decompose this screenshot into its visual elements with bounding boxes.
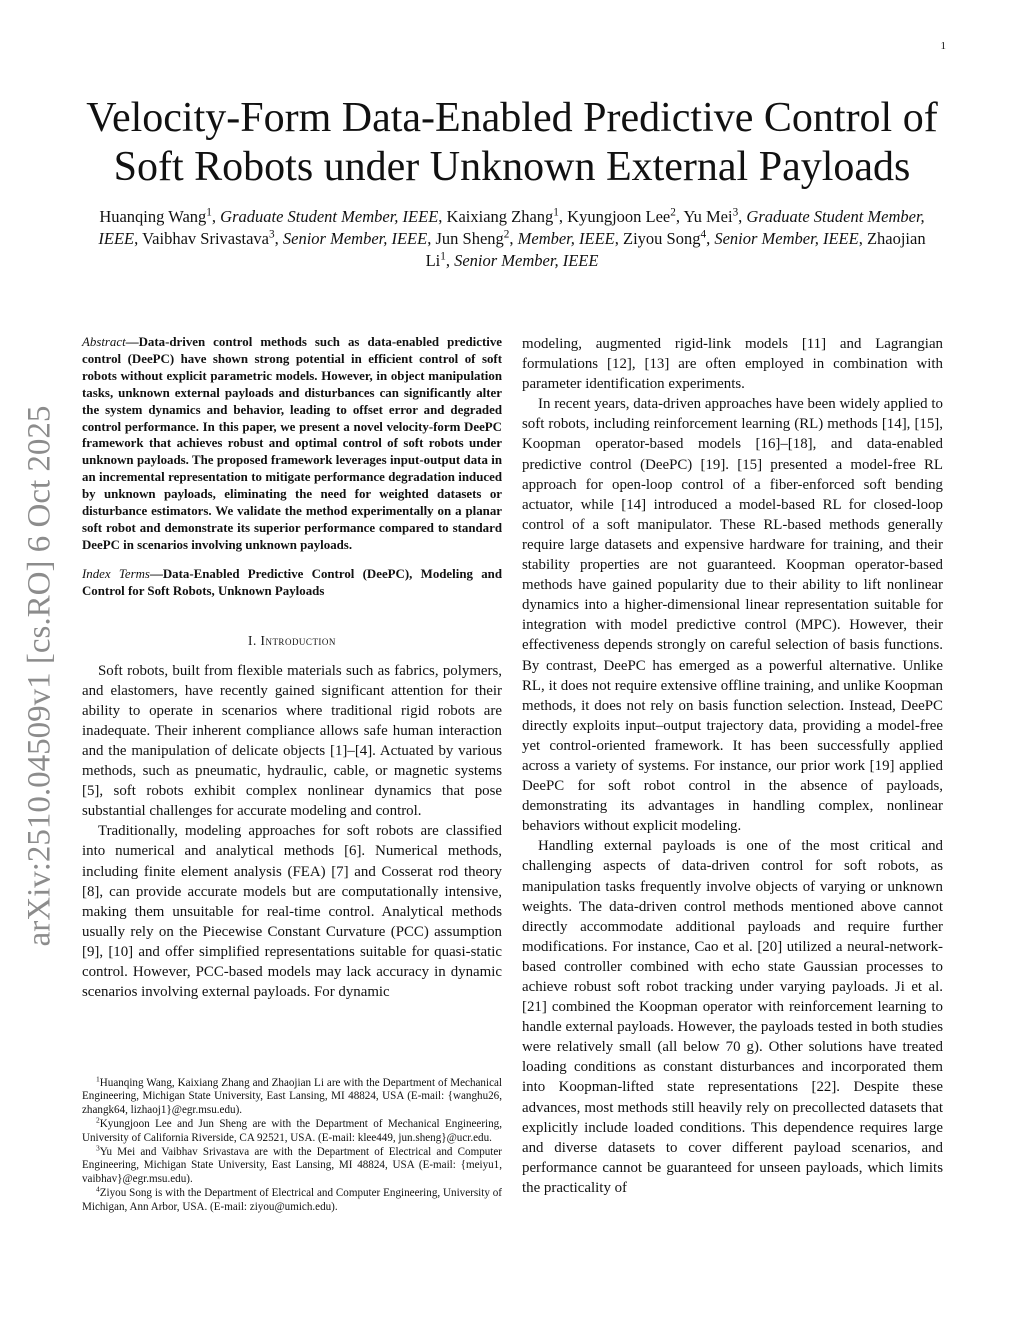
footnote <box>82 1143 502 1186</box>
author-name: Vaibhav Srivastava <box>142 229 270 248</box>
author-name: Kyungjoon Lee <box>567 207 671 226</box>
body-paragraph: Soft robots, built from flexible materials such as fabrics, polymers, and elastomers, have recently gained significant attention for their ability to operate in scenarios where traditional rigid robots are inadequate. Their inherent compliance allows safe human interaction and the manipulation of delicate objects [1]–[4]. Actuated by various methods, such as pneumatic, hydraulic, cable, or magnetic systems [5], soft robots exhibit complex nonlinear dynamics that pose substantial challenges for accurate modeling and control. <box>82 662 502 820</box>
author-membership: Member, IEEE <box>517 229 615 248</box>
author-affiliation-mark: 1 <box>553 206 559 219</box>
author-affiliation-mark: 3 <box>269 228 275 241</box>
body-paragraph: In recent years, data-driven approaches have been widely applied to soft robots, including reinforcement learning (RL) methods [14], [15], Koopman operator-based models [16]–[18], and data-enabled predictive control (DeePC) [19]. [15] presented a model-free RL approach for open-loop control of a fiber-enforced soft bending actuator, while [14] introduced a model-based RL for closed-loop control of a soft manipulator. These RL-based methods generally require large datasets and expensive hardware for training, and their stability properties are not guaranteed. Koopman operator-based methods have gained popularity due to their ability to lift nonlinear dynamics into a higher-dimensional linear representation suitable for integration with model predictive control (MPC). However, their effectiveness depends strongly on careful selection of basis functions. By contrast, DeePC has emerged as a powerful alternative. Unlike RL, it does not require extensive offline training, and unlike Koopman methods, it does not rely on basis function selection. Instead, DeePC directly exploits input–output trajectory data, providing a model-free yet control-oriented framework. It has been successfully applied across a variety of systems. For instance, our prior work [19] applied DeePC for soft robot control in the absence of payloads, demonstrating its advantages in handling complex, nonlinear behaviors without explicit modeling. <box>522 396 943 835</box>
author-membership: Senior Member, IEEE <box>282 229 428 248</box>
body-paragraph: modeling, augmented rigid-link models [11] and Lagrangian formulations [12], [13] are often employed in combination with parameter identification experiments. <box>522 336 943 393</box>
footnote-text: Ziyou Song is with the Department of Electrical and Computer Engineering, University of Michigan, Ann Arbor, USA. (E-mail: ziyou@umich.edu). <box>82 1187 502 1213</box>
section-heading <box>82 633 502 649</box>
author-affiliation-mark: 1 <box>440 250 446 263</box>
footnote <box>82 1074 502 1117</box>
paper-title: Velocity-Form Data-Enabled Predictive Control of Soft Robots under Unknown External Payloads <box>86 95 938 190</box>
footnote-text: Yu Mei and Vaibhav Srivastava are with the Department of Electrical and Computer Engineering, Michigan State University, East Lansing, MI 48824, USA (E-mail: {meiyu1, vaibhav}@egr.msu.edu). <box>82 1146 502 1185</box>
author-list: Huanqing Wang$^1$, Graduate Student Member, IEEE, Kaixiang Zhang$^1$, Kyungjoon Lee$^2$, Yu Mei$^3$, Graduate Student Member, IEEE, Vaibhav Srivastava$^3$, Senior Member, IEEE, Jun Sheng$^2$, Member, IEEE, Ziyou Song$^4$, Senior Member, IEEE, Zhaojian Li$^1$, Senior Member, IEEE <box>98 206 926 270</box>
left-column <box>82 334 502 1002</box>
author-affiliation-mark: 3 <box>732 206 739 219</box>
page-number: 1 <box>940 40 946 52</box>
footnote <box>82 1115 502 1145</box>
footnote-text: Huanqing Wang, Kaixiang Zhang and Zhaojian Li are with the Department of Mechanical Engineering, Michigan State University, East Lansing, MI 48824, USA (E-mail: {wanghu26, zhangk64, lizhaoj1}@egr.msu.edu). <box>82 1077 502 1116</box>
author-name: Yu Mei <box>683 207 733 226</box>
author-affiliation-mark: 2 <box>503 228 510 241</box>
footnote <box>82 1184 502 1214</box>
section-title: Introduction <box>260 632 336 648</box>
footnote-mark: 2 <box>96 1115 100 1125</box>
footnote-mark: 4 <box>96 1184 100 1194</box>
index-terms-text: —Data-Enabled Predictive Control (DeePC), Modeling and Control for Soft Robots, Unknown Payloads <box>82 566 502 598</box>
footnote-text: Kyungjoon Lee and Jun Sheng are with the Department of Mechanical Engineering, University of California Riverside, CA 92521, USA. (E-mail: klee449, jun.sheng}@ucr.edu. <box>82 1118 502 1144</box>
abstract-text: —Data-driven control methods such as data-enabled predictive control (DeePC) have shown strong potential in efficient control of soft robots without explicit parametric models. However, in object manipulation tasks, unknown external payloads and disturbances can significantly alter the system dynamics and behavior, leading to offset error and degraded control performance. In this paper, we present a novel velocity-form DeePC framework that achieves robust and optimal control of soft robots under unknown payloads. The proposed framework leverages input-output data in an incremental representation to mitigate performance degradation induced by unknown payloads, eliminating the need for weighted datasets or disturbance estimators. We validate the method experimentally on a planar soft robot and demonstrate its superior performance compared to standard DeePC in scenarios involving unknown payloads. <box>82 335 502 552</box>
footnotes <box>82 1074 502 1215</box>
author-membership: Graduate Student Member, IEEE <box>98 207 925 248</box>
arxiv-identifier: arXiv:2510.04509v1 [cs.RO] 6 Oct 2025 <box>21 405 58 947</box>
author-membership: Senior Member, IEEE <box>714 229 859 248</box>
footnote-mark: 1 <box>96 1074 100 1084</box>
body-paragraph: Traditionally, modeling approaches for soft robots are classified into numerical and analytical methods [6]. Numerical methods, including finite element analysis (FEA) [7] and Cosserat rod theory [8], can provide accurate models but are computationally intensive, making them unsuitable for real-time control. Analytical methods usually rely on the Piecewise Constant Curvature (PCC) assumption [9], [10] and offer simplified representations suitable for quasi-static control. However, PCC-based models may lack accuracy in dynamic scenarios involving external payloads. For dynamic <box>82 823 502 1001</box>
abstract <box>82 334 502 554</box>
body-paragraph: Handling external payloads is one of the most critical and challenging aspects of data-driven control for soft robots, as manipulation tasks frequently involve objects of varying or unknown weights. The data-driven control methods mentioned above cannot directly accommodate additional payloads and require further modifications. For instance, Cao et al. [20] utilized a neural-network-based controller combined with echo state Gaussian processes to achieve robust soft robot tracking under varying payloads. Ji et al. [21] combined the Koopman operator with reinforcement learning to handle external payloads. However, the payloads tested in both studies were relatively small (all below 70 g). Other solutions have treated loading conditions as constant disturbances and incorporated them into Koopman-lifted state representations [22]. Despite these advances, most methods still heavily rely on precollected datasets that explicitly include loaded conditions. This dependence requires large and diverse datasets to cover different payload scenarios, and performance cannot be guaranteed for unseen payloads, which limits the practicality of <box>522 838 943 1196</box>
author-name: Jun Sheng <box>435 229 504 248</box>
author-name: Zhaojian Li <box>425 229 926 270</box>
index-terms-label: Index Terms <box>82 566 150 581</box>
footnote-mark: 3 <box>96 1143 100 1153</box>
author-membership: Senior Member, IEEE <box>454 251 599 270</box>
author-name: Kaixiang Zhang <box>446 207 554 226</box>
author-affiliation-mark: 4 <box>700 228 707 241</box>
right-column <box>522 334 943 1198</box>
arxiv-stamp <box>14 380 66 972</box>
author-membership: Graduate Student Member, IEEE <box>220 207 439 226</box>
abstract-label: Abstract <box>82 335 126 349</box>
author-affiliation-mark: 1 <box>206 206 212 219</box>
author-affiliation-mark: 2 <box>670 206 676 219</box>
author-name: Ziyou Song <box>623 229 701 248</box>
author-name: Huanqing Wang <box>99 207 207 226</box>
index-terms <box>82 566 502 600</box>
section-number: I. <box>248 632 261 648</box>
